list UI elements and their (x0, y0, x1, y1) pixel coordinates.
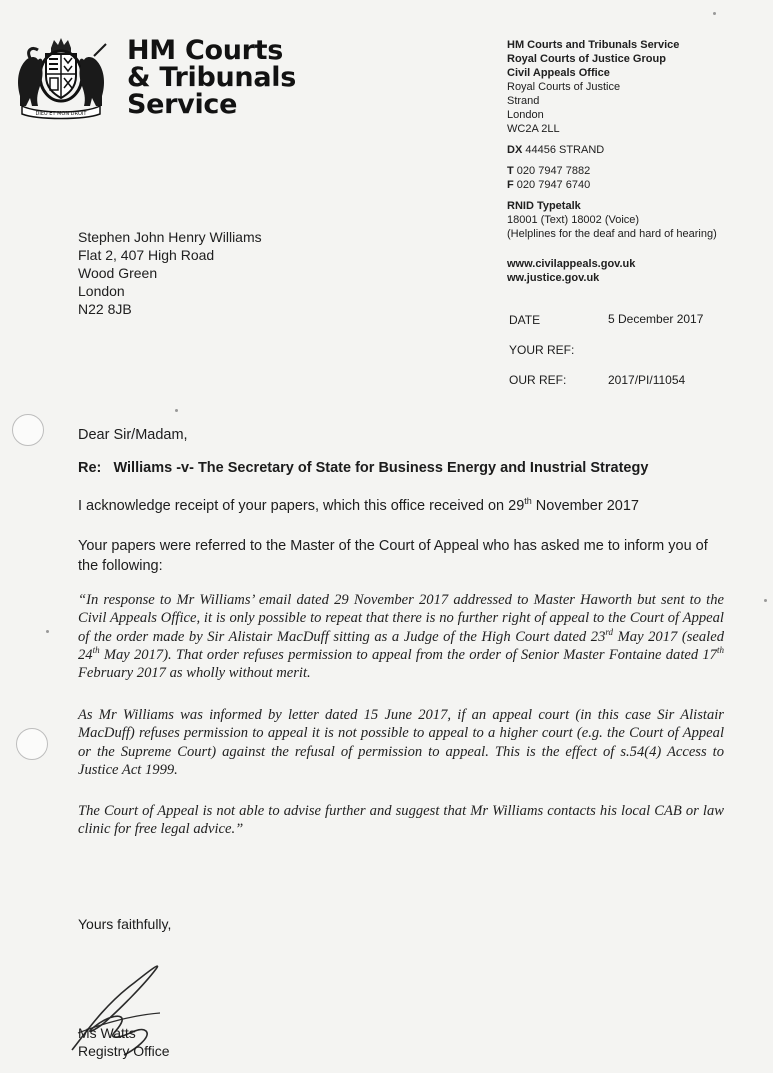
typetalk-title: RNID Typetalk (507, 200, 581, 212)
sender-office: Civil Appeals Office (507, 67, 610, 79)
acknowledgement-paragraph (78, 496, 726, 516)
sender-group: Royal Courts of Justice Group (507, 53, 666, 65)
salutation: Dear Sir/Madam, (78, 427, 188, 443)
fax-number: 020 7947 6740 (516, 179, 591, 191)
quote-1-suffix: th (716, 645, 724, 656)
sender-telephone (507, 164, 590, 178)
signatory-role: Registry Office (78, 1043, 170, 1059)
quote-1-text: “In response to Mr Williams’ email dated 29 November 2017 addressed to Master Haworth but sent to the Civil Appeals Office, it is only possible to repeat that there is no further right of appeal to the Court of Appeal of the order made by Sir Alistair MacDuff sitting as a Judge of the High Court dated 23 (78, 592, 724, 645)
quote-1-suffix: th (92, 645, 100, 656)
sender-dx: DX 44456 STRAND (507, 144, 605, 156)
quote-1-text: May 2017). That order refuses permission to appeal from the order of Senior Master Fontaine dated 17 (99, 646, 717, 663)
website-link[interactable]: ww.justice.gov.uk (507, 272, 600, 284)
recipient-line: Flat 2, 407 High Road (78, 247, 215, 263)
sender-address-line: Royal Courts of Justice (507, 81, 621, 93)
subject-text: Williams -v- The Secretary of State for Business Energy and Inustrial Strategy (113, 460, 649, 476)
tel-number: 020 7947 7882 (516, 165, 591, 177)
sender-org: HM Courts and Tribunals Service (507, 39, 680, 51)
our-ref-value: 2017/PI/11054 (608, 373, 686, 387)
logo-line-3: Service (127, 89, 238, 120)
recipient-line: N22 8JB (78, 301, 132, 317)
scan-speck (46, 630, 49, 633)
date-label: DATE (509, 313, 541, 327)
sender-address-line: WC2A 2LL (507, 123, 560, 135)
sender-address-line: London (507, 109, 544, 121)
typetalk-note: (Helplines for the deaf and hard of hearing) (507, 228, 717, 240)
svg-text:DIEU ET MON DROIT: DIEU ET MON DROIT (35, 111, 87, 117)
recipient-line: Stephen John Henry Williams (78, 229, 262, 245)
recipient-line: Wood Green (78, 265, 158, 281)
subject-label: Re: (78, 460, 102, 476)
date-value: 5 December 2017 (608, 312, 704, 326)
your-ref-label: YOUR REF: (509, 343, 575, 357)
punch-hole-top (12, 414, 44, 446)
our-ref-label: OUR REF: (509, 373, 567, 387)
scan-speck (713, 12, 716, 15)
quote-1-text: May 2017 (sealed 24 (78, 628, 724, 663)
royal-coat-of-arms-icon (8, 36, 113, 120)
tel-label: T (507, 165, 514, 177)
ack-text-end: November 2017 (531, 498, 639, 514)
fax-label: F (507, 179, 514, 191)
logo-line-2: & Tribunals (127, 62, 296, 93)
subject-line (78, 460, 648, 476)
ack-text: I acknowledge receipt of your papers, which this office received on 29 (78, 498, 525, 514)
signatory-name: Ms Watts (78, 1025, 136, 1041)
punch-hole-bottom (16, 728, 48, 760)
quote-paragraph-2: As Mr Williams was informed by letter dated 15 June 2017, if an appeal court (in this case Sir Alistair MacDuff) refuses permission to appeal it is not possible to appeal to a higher court (e.g. the Court of Appeal or the Supreme Court) against the refusal of permission to appeal. This is the effect of s.54(4) Access to Justice Act 1999. (78, 707, 724, 778)
referral-paragraph: Your papers were referred to the Master of the Court of Appeal who has asked me to inform you of the following: (78, 538, 708, 574)
sender-fax (507, 178, 590, 192)
quote-paragraph-1 (78, 591, 724, 682)
ack-suffix: th (524, 496, 532, 507)
quote-paragraph-3: The Court of Appeal is not able to advise further and suggest that Mr Williams contacts his local CAB or law clinic for free legal advice.” (78, 803, 724, 838)
quote-1-text: February 2017 as wholly without merit. (78, 665, 311, 682)
logo-line-1: HM Courts (127, 35, 284, 66)
quote-1-suffix: rd (605, 626, 614, 637)
closing: Yours faithfully, (78, 916, 172, 932)
typetalk-numbers: 18001 (Text) 18002 (Voice) (507, 214, 640, 226)
recipient-line: London (78, 283, 125, 299)
scan-speck (175, 409, 178, 412)
sender-address-line: Strand (507, 95, 540, 107)
website-link[interactable]: www.civilappeals.gov.uk (507, 258, 636, 270)
scan-speck (764, 599, 767, 602)
